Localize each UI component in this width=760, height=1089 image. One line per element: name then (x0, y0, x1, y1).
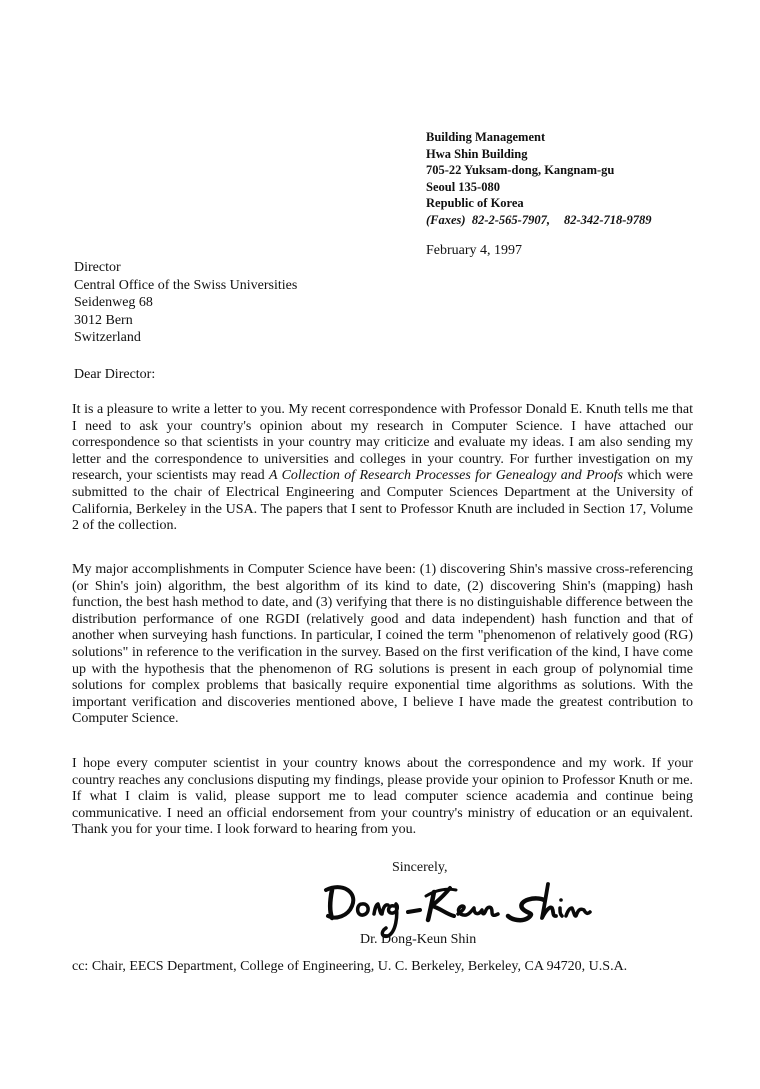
paragraph-text: which were submitted to the chair of Electrical Engineering and Computer Sciences Department at the University of California, Berkeley in the USA. The papers that I sent to Professor Knuth are included in Section 17, Volume 2 of the collection. (72, 468, 693, 534)
fax-label: (Faxes) (426, 212, 466, 227)
recipient-address-line: 3012 Bern (74, 312, 133, 328)
cc-line: cc: Chair, EECS Department, College of Engineering, U. C. Berkeley, Berkeley, CA 94720, U.S.A. (72, 959, 628, 974)
sender-address-line: Republic of Korea (426, 196, 524, 210)
sender-address-line: Hwa Shin Building (426, 146, 528, 161)
letter-date: February 4, 1997 (426, 243, 523, 258)
collection-title: A Collection of Research Processes for Genealogy and Proofs (268, 468, 623, 484)
signer-name: Dr. Dong-Keun Shin (360, 932, 477, 947)
closing: Sincerely, (392, 860, 448, 875)
sender-address-line: Building Management (426, 130, 546, 144)
sender-address-line: Seoul 135-080 (426, 179, 500, 194)
recipient-address-line: Switzerland (74, 330, 141, 346)
sender-fax-line (426, 212, 651, 229)
fax-number: 82-342-718-9789 (563, 212, 652, 227)
recipient-address-block (74, 259, 297, 347)
recipient-address-line: Central Office of the Swiss Universities (74, 277, 298, 293)
recipient-address-line: Seidenweg 68 (74, 295, 153, 311)
body-paragraph-3: I hope every computer scientist in your country knows about the correspondence and my work. If your country reaches any conclusions disputing my findings, please provide your opinion to Professor Knuth or me. If what I claim is valid, please support me to lead computer science academia and continue being communicative. I need an official endorsement from your country's ministry of education or an equivalent. Thank you for your time. I look forward to hearing from you. (72, 756, 693, 838)
fax-number: 82-2-565-7907, (471, 212, 550, 227)
salutation: Dear Director: (74, 367, 156, 382)
paragraph-text: It is a pleasure to write a letter to you. My recent correspondence with Professor Donald E. Knuth tells me that I need to ask your country's opinion about my research in Computer Science. I have attached our correspondence so that scientists in your country may criticize and evaluate my ideas. I am also sending my letter and the correspondence to universities and colleges in your country. For further investigation on my research, your scientists may read (72, 402, 693, 484)
sender-address-block (426, 129, 651, 228)
recipient-address-line: Director (74, 260, 121, 275)
sender-address-line: 705-22 Yuksam-dong, Kangnam-gu (426, 163, 615, 177)
body-paragraph-2: My major accomplishments in Computer Science have been: (1) discovering Shin's massive cross-referencing (or Shin's join) algorithm, the best algorithm of its kind to date, (2) discovering Shin's (mapping) hash function, the best hash method to date, and (3) verifying that there is no distinguishable difference between the distribution performance of one RGDI (relatively good and data independent) hash function and that of another when surveying hash functions. In particular, I coined the term "phenomenon of relatively good (RG) solutions" in reference to the verification in the survey. Based on the first verification of the kind, I have come up with the hypothesis that the phenomenon of RG solutions is present in each group of polynomial time solutions for complex problems that basically require exponential time algorithms as solutions. With the important verification and discoveries mentioned above, I believe I have made the greatest contribution to Computer Science. (72, 562, 693, 727)
body-paragraph-1 (72, 402, 693, 535)
